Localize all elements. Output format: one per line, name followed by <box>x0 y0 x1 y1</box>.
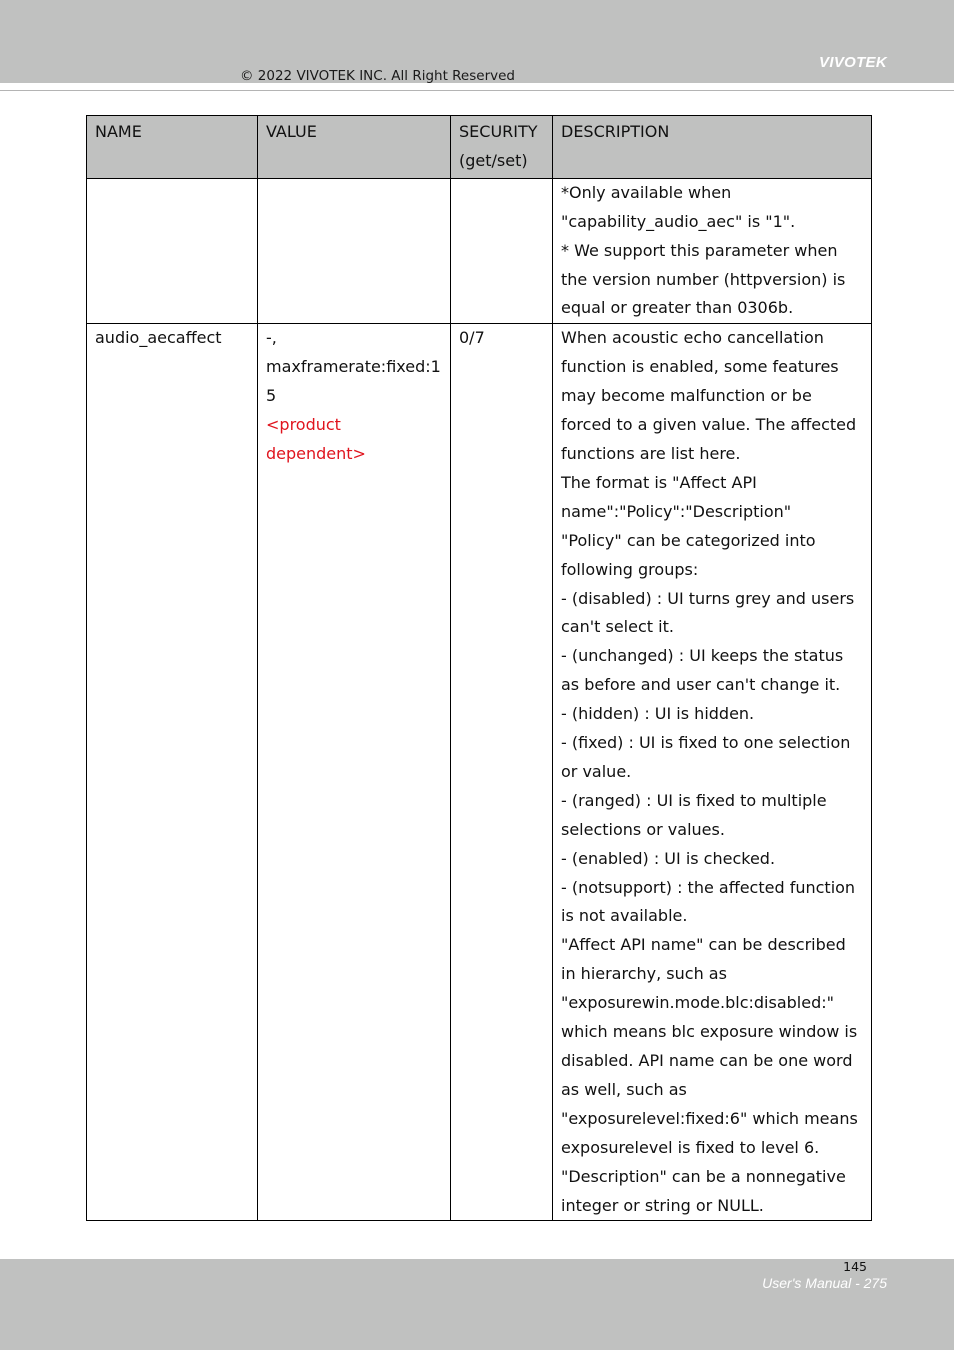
brand-logo: VIVOTEK <box>819 54 887 71</box>
description-text: When acoustic echo cancellation function is enabled, some features may become malfunction or be forced to a given value. The affected functions are list here. The format is "Affect API name":"Policy":"Description" "Policy" can be categorized into following groups: - (disabled) : UI turns grey and users can't select it. - (unchanged) : UI keeps the status as before and user can't change it. - (hidden) : UI is hidden. - (fixed) : UI is fixed to one selection or value. - (ranged) : UI is fixed to multiple selections or values. - (enabled) : UI is checked. - (notsupport) : the affected function is not available. "Affect API name" can be described in hierarchy, such as "exposurewin.mode.blc:disabled:" which means blc exposure window is disabled. API name can be one word as well, such as "exposurelevel:fixed:6" which means exposurelevel is fixed to level 6. "Description" can be a nonnegative integer or string or NULL. <box>561 328 858 1215</box>
value-line: 5 <box>266 386 277 406</box>
value-line: -, <box>266 328 277 348</box>
column-header-description: DESCRIPTION <box>553 116 872 179</box>
param-value-cell <box>258 178 451 324</box>
param-description-cell <box>553 178 872 324</box>
param-security-cell <box>451 178 553 324</box>
parameter-table <box>86 115 872 1221</box>
product-dependent-note: <product dependent> <box>266 415 366 463</box>
param-name-cell: audio_aecaffect <box>87 324 258 1221</box>
manual-page-label: User's Manual - 275 <box>762 1275 887 1291</box>
param-security-cell: 0/7 <box>451 324 553 1221</box>
column-header-value: VALUE <box>258 116 451 179</box>
param-name-cell <box>87 178 258 324</box>
table-header-row <box>87 116 872 179</box>
page-number: 145 <box>843 1259 867 1274</box>
param-description-cell <box>553 324 872 1221</box>
description-text: *Only available when "capability_audio_aec" is "1". * We support this parameter when the version number (httpversion) is equal or greater than 0306b. <box>561 182 846 318</box>
header-divider <box>0 90 954 91</box>
table-row <box>87 178 872 324</box>
param-value-cell <box>258 324 451 1221</box>
column-header-security: SECURITY (get/set) <box>451 116 553 179</box>
table-row <box>87 324 872 1221</box>
value-line: maxframerate:fixed:1 <box>266 357 441 377</box>
copyright-notice: © 2022 VIVOTEK INC. All Right Reserved <box>240 68 515 84</box>
column-header-name: NAME <box>87 116 258 179</box>
